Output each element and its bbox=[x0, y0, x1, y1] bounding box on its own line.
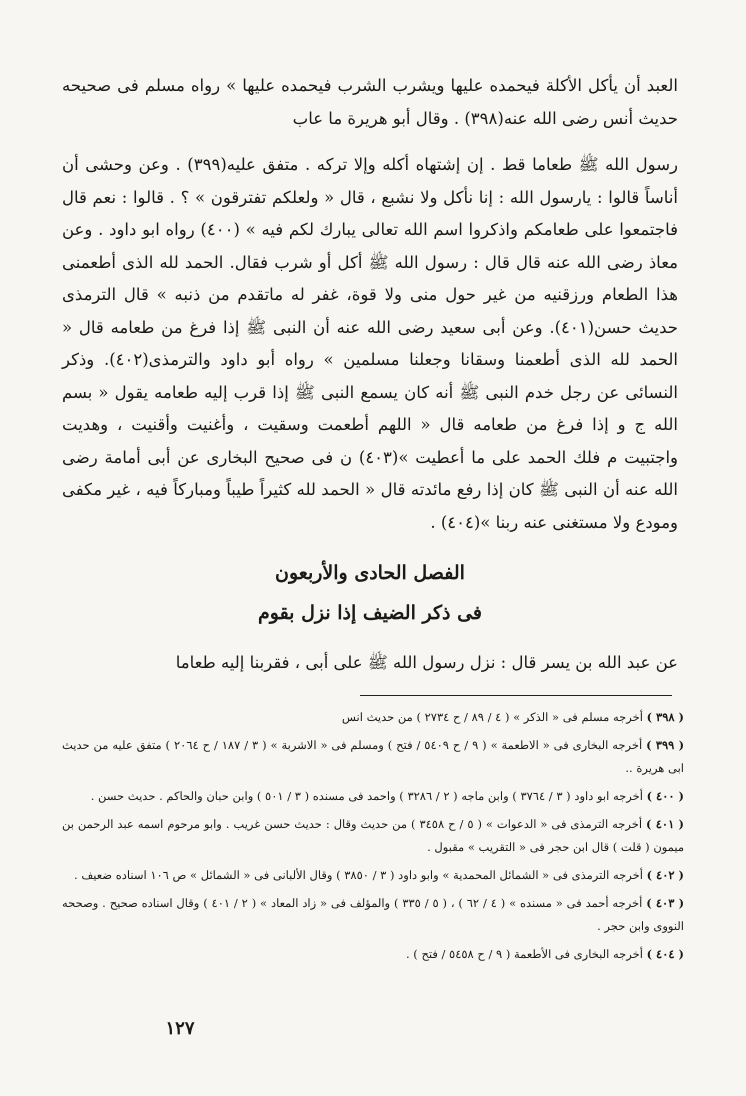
main-text bbox=[62, 70, 678, 539]
footnote-text: أخرجه البخارى فى الأطعمة ( ٩ / ح ٥٤٥٨ / فتح ) . bbox=[406, 947, 643, 961]
paragraph-2: رسول الله ﷺ طعاما قط . إن إشتهاه أكله وإلا تركه . متفق عليه(٣٩٩) . وعن وحشى أن أناساً قالوا : يارسول الله : إنا نأكل ولا نشبع ، قال « ولعلكم تفترقون » ؟ . قالوا : نعم قال فاجتمعوا على طعامكم واذكروا اسم الله تعالى يبارك لكم فيه » (٤٠٠) رواه ابو داود . وعن معاذ رضى الله عنه قال قال : رسول الله ﷺ أكل أو شرب فقال. الحمد لله الذى أطعمنى هذا الطعام ورزقنيه من غير حول منى ولا قوة، غفر له ماتقدم من ذنبه » قال الترمذى حديث حسن(٤٠١). وعن أبى سعيد رضى الله عنه أن النبى ﷺ إذا فرغ من طعامه قال « الحمد لله الذى أطعمنا وسقانا وجعلنا مسلمين » رواه أبو داود والترمذى(٤٠٢). وذكر النسائى عن رجل خدم النبى ﷺ أنه كان يسمع النبى ﷺ إذا قرب إليه طعامه يقول « بسم الله ج و إذا فرغ من طعامه قال « اللهم أطعمت وسقيت ، وأغنيت وأقنيت ، وهديت واجتبيت م فلك الحمد على ما أعطيت »(٤٠٣) ن فى صحيح البخارى عن أبى أمامة رضى الله عنه أن النبى ﷺ كان إذا رفع مائدته قال « الحمد لله كثيراً طيباً ومباركاً فيه ، غير مكفى ومودع ولا مستغنى عنه ربنا »(٤٠٤) . bbox=[62, 155, 679, 532]
footnote-text: أخرجه مسلم فى « الذكر » ( ٤ / ٨٩ / ح ٢٧٣٤ ) من حديث انس bbox=[341, 710, 643, 724]
footnote-text: أخرجه الترمذى فى « الدعوات » ( ٥ / ح ٣٤٥٨ ) من حديث وقال : حديث حسن غريب . وابو مرحوم اسمه عبد الرحمن بن ميمون ( قلت ) قال ابن حجر فى « التقريب » مقبول . bbox=[62, 817, 684, 854]
footnote bbox=[62, 785, 684, 808]
footnote bbox=[62, 734, 684, 780]
footnote-number: ( ٣٩٨ ) bbox=[646, 710, 684, 724]
footnote-number: ( ٤٠٠ ) bbox=[646, 789, 684, 803]
footnotes bbox=[62, 706, 684, 971]
footnote-text: أخرجه أحمد فى « مسنده » ( ٤ / ٦٢ ) ، ( ٥ / ٣٣٥ ) والمؤلف فى « زاد المعاد » ( ٢ / ٤٠١ ) وقال اسناده صحيح . وصححه النووى وابن حجر . bbox=[62, 896, 684, 933]
footnote-number: ( ٤٠١ ) bbox=[645, 817, 684, 831]
page-number: ١٢٧ bbox=[165, 1018, 195, 1039]
chapter-title: فى ذكر الضيف إذا نزل بقوم bbox=[257, 602, 482, 624]
footnote-text: أخرجه الترمذى فى « الشمائل المحمدية » وابو داود ( ٣ / ٣٨٥٠ ) وقال الألبانى فى « الشمائل » ص ١٠٦ اسناده ضعيف . bbox=[74, 868, 643, 882]
footnote bbox=[62, 864, 684, 887]
footnote-number: ( ٤٠٢ ) bbox=[646, 868, 684, 882]
paragraph-1: العبد أن يأكل الأكلة فيحمده عليها ويشرب الشرب فيحمده عليها » رواه مسلم فى صحيحه حديث أنس رضى الله عنه(٣٩٨) . وقال أبو هريرة ما عاب bbox=[62, 76, 678, 128]
paragraph-gap bbox=[62, 135, 678, 149]
chapter-opening-line: عن عبد الله بن يسر قال : نزل رسول الله ﷺ على أبى ، فقربنا إليه طعاما bbox=[175, 653, 678, 672]
footnote-text: أخرجه ابو داود ( ٣ / ٣٧٦٤ ) وابن ماجه ( ٢ / ٣٢٨٦ ) واحمد فى مسنده ( ٣ / ٥٠١ ) وابن حبان والحاكم . حديث حسن . bbox=[90, 789, 643, 803]
footnote bbox=[62, 892, 684, 938]
footnote-number: ( ٤٠٣ ) bbox=[646, 896, 685, 910]
footnote bbox=[62, 706, 684, 729]
chapter-number: الفصل الحادى والأربعون bbox=[275, 562, 465, 584]
footnote-number: ( ٣٩٩ ) bbox=[646, 738, 685, 752]
footnote-number: ( ٤٠٤ ) bbox=[646, 947, 684, 961]
footnote bbox=[62, 943, 684, 966]
footnote bbox=[62, 813, 684, 859]
footnote-text: أخرجه البخارى فى « الاطعمة » ( ٩ / ح ٥٤٠٩ / فتح ) ومسلم فى « الاشربة » ( ٣ / ١٨٧ / ح ٢٠٦٤ ) متفق عليه من حديث ابى هريرة .. bbox=[62, 738, 684, 775]
footnote-separator bbox=[360, 695, 672, 696]
